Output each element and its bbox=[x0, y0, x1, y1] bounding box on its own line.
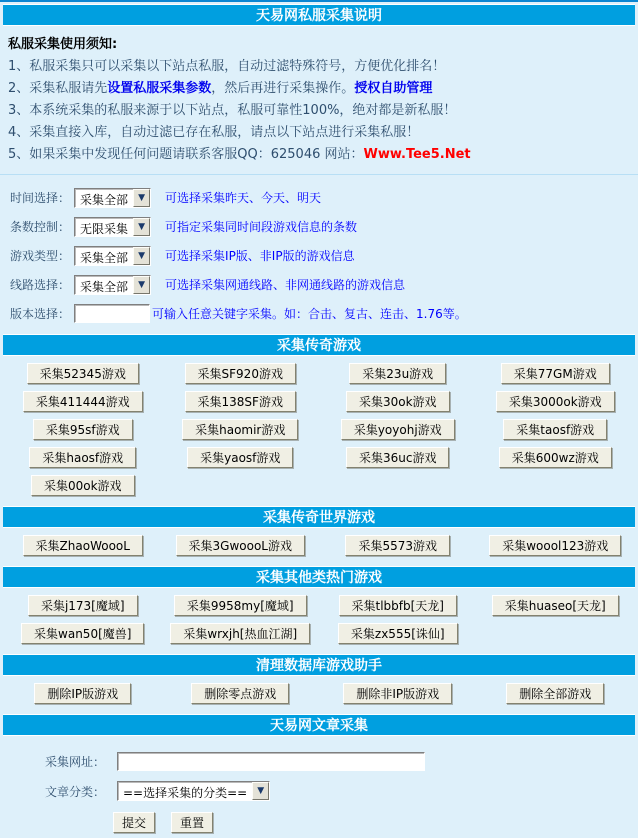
chevron-down-icon: ▼ bbox=[133, 189, 150, 207]
notice-line-2-text: 2、采集私服请先 bbox=[8, 81, 108, 96]
collect-3000ok-button[interactable]: 采集3000ok游戏 bbox=[496, 391, 615, 412]
type-select[interactable] bbox=[74, 246, 151, 266]
article-category-value: ==选择采集的分类== bbox=[123, 786, 248, 800]
collect-23u-button[interactable]: 采集23u游戏 bbox=[349, 363, 446, 384]
collect-filter-form bbox=[0, 175, 638, 332]
line-select-label: 线路选择： bbox=[10, 278, 71, 292]
collect-52345-button[interactable]: 采集52345游戏 bbox=[27, 363, 139, 384]
notice-line-1: 1、私服采集只可以采集以下站点私服，自动过滤特殊符号，方便优化排名！ bbox=[8, 59, 446, 74]
count-select-hint: 可指定采集同时间段游戏信息的条数 bbox=[165, 220, 358, 234]
collect-zx555-button[interactable]: 采集zx555[诛仙] bbox=[338, 623, 458, 644]
notice-line-5 bbox=[8, 144, 630, 166]
article-url-label: 采集网址： bbox=[45, 754, 106, 769]
article-category-label: 文章分类： bbox=[45, 784, 106, 799]
collect-j173-button[interactable]: 采集j173[魔域] bbox=[28, 595, 138, 616]
collect-9958my-button[interactable]: 采集9958my[魔域] bbox=[174, 595, 307, 616]
collect-tlbbfb-button[interactable]: 采集tlbbfb[天龙] bbox=[339, 595, 457, 616]
article-url-row bbox=[45, 746, 638, 776]
time-filter-row bbox=[10, 183, 638, 212]
collect-30ok-button[interactable]: 采集30ok游戏 bbox=[346, 391, 450, 412]
chevron-down-icon: ▼ bbox=[252, 782, 269, 800]
version-input-label: 版本选择： bbox=[10, 307, 71, 321]
notice-line-2 bbox=[8, 78, 630, 100]
delete-all-games-button[interactable]: 删除全部游戏 bbox=[506, 683, 604, 704]
delete-nonip-games-button[interactable]: 删除非IP版游戏 bbox=[343, 683, 452, 704]
notice-section bbox=[0, 28, 638, 175]
collect-36uc-button[interactable]: 采集36uc游戏 bbox=[346, 447, 449, 468]
line-filter-row bbox=[10, 270, 638, 299]
notice-line-2-mid: ，然后再进行采集操作。 bbox=[211, 81, 355, 96]
collect-138sf-button[interactable]: 采集138SF游戏 bbox=[185, 391, 296, 412]
collect-haomir-button[interactable]: 采集haomir游戏 bbox=[182, 419, 298, 440]
collect-haosf-button[interactable]: 采集haosf游戏 bbox=[29, 447, 136, 468]
other-section-title: 采集其他类热门游戏 bbox=[256, 570, 382, 586]
delete-ip-games-button[interactable]: 删除IP版游戏 bbox=[34, 683, 131, 704]
self-manage-link[interactable]: 授权自助管理 bbox=[354, 81, 433, 96]
collect-zhaowoool-button[interactable]: 采集ZhaoWoooL bbox=[23, 535, 143, 556]
set-params-link[interactable]: 设置私服采集参数 bbox=[107, 81, 212, 96]
page-title: 天易网私服采集说明 bbox=[256, 8, 382, 24]
notice-line-4: 4、采集直接入库，自动过滤已存在私服，请点以下站点进行采集私服！ bbox=[8, 125, 420, 140]
collect-huaseo-button[interactable]: 采集huaseo[天龙] bbox=[492, 595, 619, 616]
notice-line-5-text: 5、如果采集中发现任何问题请联系客服QQ：625046 网站： bbox=[8, 147, 364, 162]
chevron-down-icon: ▼ bbox=[133, 218, 150, 236]
article-url-input[interactable] bbox=[117, 752, 425, 771]
line-select-hint: 可选择采集网通线路、非网通线路的游戏信息 bbox=[165, 278, 406, 292]
article-category-select[interactable] bbox=[117, 781, 270, 801]
page-title-bar bbox=[3, 4, 635, 26]
other-section-header bbox=[3, 566, 635, 588]
version-keyword-input[interactable] bbox=[74, 304, 150, 323]
time-select-hint: 可选择采集昨天、今天、明天 bbox=[165, 191, 322, 205]
count-select-label: 条数控制： bbox=[10, 220, 71, 234]
collect-00ok-button[interactable]: 采集00ok游戏 bbox=[31, 475, 135, 496]
type-select-value: 采集全部 bbox=[80, 250, 129, 265]
cleanup-grid bbox=[0, 678, 638, 712]
version-input-hint: 可输入任意关键字采集。如：合击、复古、连击、1.76等。 bbox=[152, 307, 467, 321]
article-actions-row bbox=[45, 806, 638, 838]
tee5-site-link[interactable]: Www.Tee5.Net bbox=[363, 147, 471, 162]
collect-411444-button[interactable]: 采集411444游戏 bbox=[23, 391, 143, 412]
chevron-down-icon: ▼ bbox=[133, 247, 150, 265]
collect-yaosf-button[interactable]: 采集yaosf游戏 bbox=[187, 447, 293, 468]
collect-wrxjh-button[interactable]: 采集wrxjh[热血江湖] bbox=[170, 623, 310, 644]
collect-yoyohj-button[interactable]: 采集yoyohj游戏 bbox=[341, 419, 455, 440]
collect-5573-button[interactable]: 采集5573游戏 bbox=[345, 535, 450, 556]
cleanup-section-title: 清理数据库游戏助手 bbox=[256, 658, 382, 674]
time-select[interactable] bbox=[74, 188, 151, 208]
version-filter-row bbox=[10, 299, 638, 328]
article-section-header bbox=[3, 714, 635, 736]
type-select-label: 游戏类型： bbox=[10, 249, 71, 263]
count-select-value: 无限采集 bbox=[80, 221, 129, 236]
delete-zero-games-button[interactable]: 删除零点游戏 bbox=[191, 683, 289, 704]
legend-section-header bbox=[3, 334, 635, 356]
article-category-row bbox=[45, 776, 638, 806]
submit-button[interactable]: 提交 bbox=[113, 812, 155, 833]
collect-wan50-button[interactable]: 采集wan50[魔兽] bbox=[21, 623, 144, 644]
cleanup-section-header bbox=[3, 654, 635, 676]
collect-taosf-button[interactable]: 采集taosf游戏 bbox=[503, 419, 607, 440]
legend-games-grid bbox=[0, 358, 638, 504]
collect-600wz-button[interactable]: 采集600wz游戏 bbox=[499, 447, 612, 468]
chevron-down-icon: ▼ bbox=[133, 276, 150, 294]
legend-section-title: 采集传奇游戏 bbox=[277, 338, 361, 354]
type-filter-row bbox=[10, 241, 638, 270]
count-select[interactable] bbox=[74, 217, 151, 237]
collect-77gm-button[interactable]: 采集77GM游戏 bbox=[501, 363, 610, 384]
notice-line-3: 3、本系统采集的私服来源于以下站点，私服可靠性100%，绝对都是新私服！ bbox=[8, 103, 457, 118]
reset-button[interactable]: 重置 bbox=[171, 812, 213, 833]
time-select-value: 采集全部 bbox=[80, 192, 129, 207]
notice-heading: 私服采集使用须知: bbox=[8, 37, 118, 52]
line-select-value: 采集全部 bbox=[80, 279, 129, 294]
article-section-title: 天易网文章采集 bbox=[270, 718, 368, 734]
collect-woool123-button[interactable]: 采集woool123游戏 bbox=[489, 535, 621, 556]
collect-95sf-button[interactable]: 采集95sf游戏 bbox=[33, 419, 133, 440]
collect-sf920-button[interactable]: 采集SF920游戏 bbox=[185, 363, 296, 384]
count-filter-row bbox=[10, 212, 638, 241]
time-select-label: 时间选择： bbox=[10, 191, 71, 205]
article-form bbox=[0, 738, 638, 838]
other-games-grid bbox=[0, 590, 638, 652]
woool-section-header bbox=[3, 506, 635, 528]
line-select[interactable] bbox=[74, 275, 151, 295]
woool-games-grid bbox=[0, 530, 638, 564]
type-select-hint: 可选择采集IP版、非IP版的游戏信息 bbox=[165, 249, 355, 263]
collect-3gwoool-button[interactable]: 采集3GwoooL游戏 bbox=[176, 535, 305, 556]
woool-section-title: 采集传奇世界游戏 bbox=[263, 510, 375, 526]
